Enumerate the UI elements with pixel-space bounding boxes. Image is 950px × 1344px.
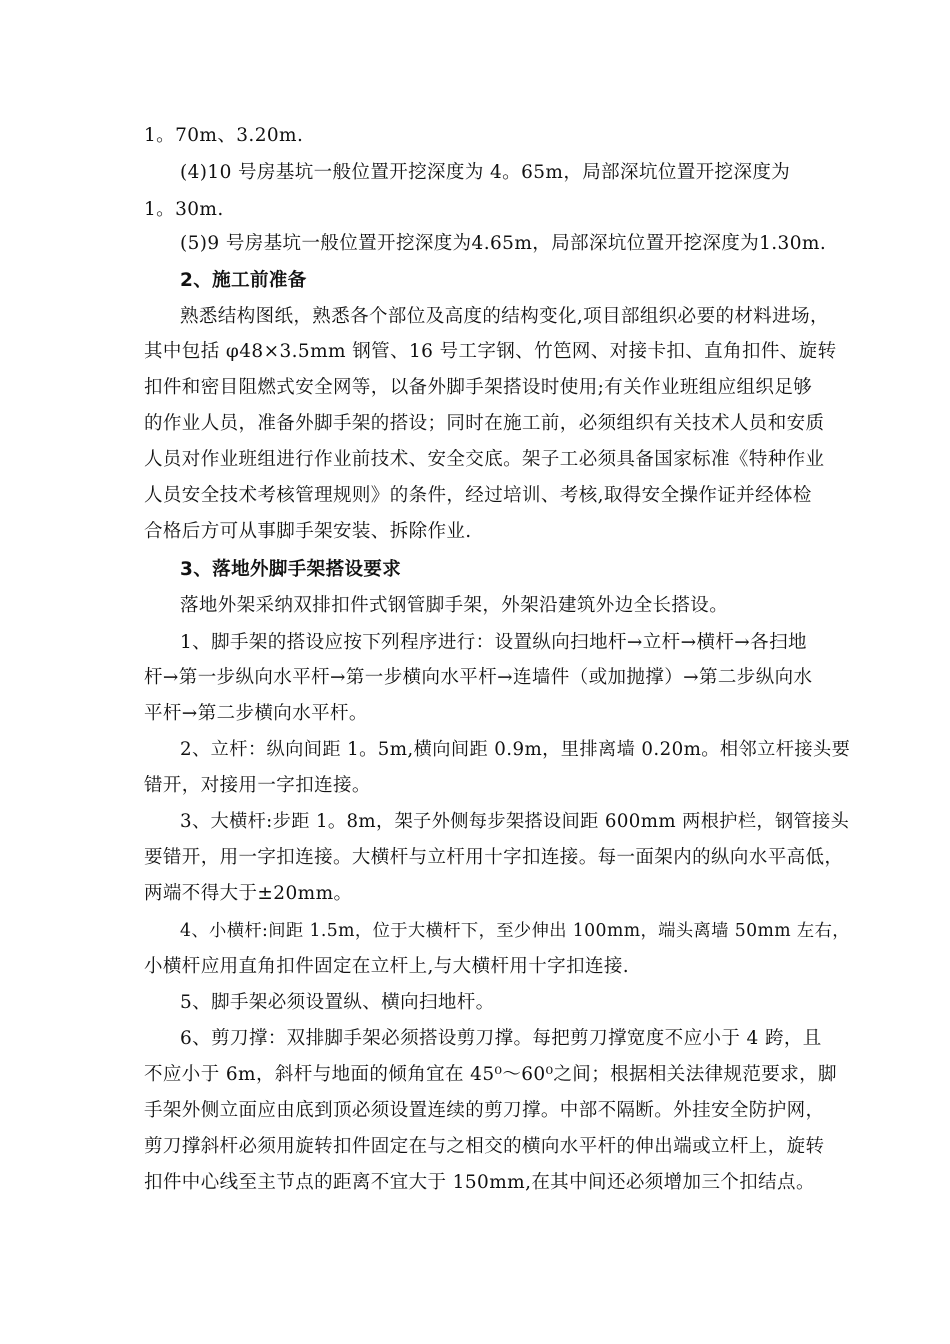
text-line: 小横杆应用直角扣件固定在立杆上,与大横杆用十字扣连接. <box>144 956 630 977</box>
text-line: 人员对作业班组进行作业前技术、安全交底。架子工必须具备国家标准《特种作业 <box>144 449 825 470</box>
text-line: 的作业人员，准备外脚手架的搭设；同时在施工前，必须组织有关技术人员和安质 <box>144 413 825 434</box>
text-line: 手架外侧立面应由底到顶必须设置连续的剪刀撑。中部不隔断。外挂安全防护网， <box>144 1100 825 1121</box>
text-line: 剪刀撑斜杆必须用旋转扣件固定在与之相交的横向水平杆的伸出端或立杆上，旋转 <box>144 1136 825 1157</box>
text-line: 错开，对接用一字扣连接。 <box>144 775 371 796</box>
text-line: 不应小于 6m，斜杆与地面的倾角宜在 45⁰～60⁰之间；根据相关法律规范要求，脚 <box>144 1064 837 1085</box>
text-line: 1。30m. <box>144 199 224 220</box>
text-line: 合格后方可从事脚手架安装、拆除作业. <box>144 521 472 542</box>
text-line: (4)10 号房基坑一般位置开挖深度为 4。65m，局部深坑位置开挖深度为 <box>180 162 791 183</box>
text-line: 1、脚手架的搭设应按下列程序进行：设置纵向扫地杆→立杆→横杆→各扫地 <box>180 632 807 653</box>
text-line: 6、剪刀撑：双排脚手架必须搭设剪刀撑。每把剪刀撑宽度不应小于 4 跨，且 <box>180 1028 822 1049</box>
text-line: 3、大横杆:步距 1。8m，架子外侧每步架搭设间距 600mm 两根护栏，钢管接头 <box>180 811 850 832</box>
text-line: (5)9 号房基坑一般位置开挖深度为4.65m，局部深坑位置开挖深度为1.30m. <box>180 233 827 254</box>
text-line: 扣件和密目阻燃式安全网等，以备外脚手架搭设时使用;有关作业班组应组织足够 <box>144 377 813 398</box>
section-heading: 2、施工前准备 <box>180 270 307 291</box>
text-line: 人员安全技术考核管理规则》的条件，经过培训、考核,取得安全操作证并经体检 <box>144 485 812 506</box>
text-line: 扣件中心线至主节点的距离不宜大于 150mm,在其中间还必须增加三个扣结点。 <box>144 1172 815 1193</box>
text-line: 5、脚手架必须设置纵、横向扫地杆。 <box>180 992 495 1013</box>
text-line: 其中包括 φ48×3.5mm 钢管、16 号工字钢、竹笆网、对接卡扣、直角扣件、旋转 <box>144 341 837 362</box>
text-line: 4、小横杆:间距 1.5m，位于大横杆下，至少伸出 100mm，端头离墙 50mm 左右， <box>180 921 850 941</box>
text-line: 1。70m、3.20m. <box>144 125 304 146</box>
text-line: 熟悉结构图纸，熟悉各个部位及高度的结构变化,项目部组织必要的材料进场， <box>180 306 829 327</box>
text-line: 平杆→第二步横向水平杆。 <box>144 703 368 724</box>
section-heading: 3、落地外脚手架搭设要求 <box>180 559 402 580</box>
text-line: 要错开，用一字扣连接。大横杆与立杆用十字扣连接。每一面架内的纵向水平高低， <box>144 847 844 868</box>
text-line: 落地外架采纳双排扣件式钢管脚手架，外架沿建筑外边全长搭设。 <box>180 595 729 616</box>
text-line: 2、立杆：纵向间距 1。5m,横向间距 0.9m，里排离墙 0.20m。相邻立杆接头要 <box>180 739 851 760</box>
text-line: 两端不得大于±20mm。 <box>144 883 353 904</box>
text-line: 杆→第一步纵向水平杆→第一步横向水平杆→连墙件（或加抛撑）→第二步纵向水 <box>144 667 813 688</box>
